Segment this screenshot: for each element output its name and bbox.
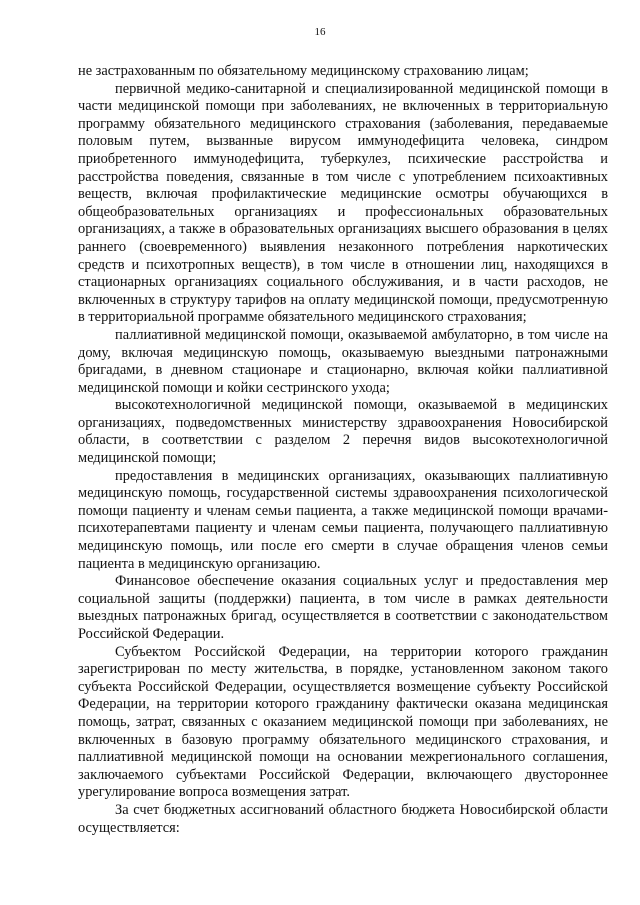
paragraph-psychological-help: предоставления в медицинских организациях, оказывающих паллиативную медицинскую помощь, государственной системы здравоохранения психологической помощи пациенту и членам семьи пациента, а также медицинской помощи врачами-психотерапевтами пациенту и членам семьи пациента, получающего паллиативную медицинскую помощь, или после его смерти в случае обращения членов семьи пациента в медицинскую организацию. xyxy=(78,467,608,572)
paragraph-interregional-reimbursement: Субъектом Российской Федерации, на территории которого гражданин зарегистрирован по месту жительства, в порядке, установленном законом такого субъекта Российской Федерации, осуществляется возмещение субъекту Российской Федерации, на территории которого гражданину фактически оказана медицинская помощь, затрат, связанных с оказанием медицинской помощи при заболеваниях, не включенных в базовую программу обязательного медицинского страхования, и паллиативной медицинской помощи на основании межрегионального соглашения, заключаемого субъектами Российской Федерации, включающего двустороннее урегулирование вопроса возмещения затрат. xyxy=(78,643,608,801)
paragraph-palliative-care: паллиативной медицинской помощи, оказываемой амбулаторно, в том числе на дому, включая медицинскую помощь, оказываемую выездными патронажными бригадами, в дневном стационаре и стационарно, включая койки паллиативной медицинской помощи и койки сестринского ухода; xyxy=(78,326,608,396)
paragraph-social-services-funding: Финансовое обеспечение оказания социальных услуг и предоставления мер социальной защиты (поддержки) пациента, в том числе в рамках деятельности выездных патронажных бригад, осуществляется в соответствии с законодательством Российской Федерации. xyxy=(78,573,608,642)
document-body xyxy=(78,63,608,837)
page-number: 16 xyxy=(314,26,326,38)
paragraph-continuation: не застрахованным по обязательному медицинскому страхованию лицам; xyxy=(78,63,529,79)
paragraph-regional-budget: За счет бюджетных ассигнований областного бюджета Новосибирской области осуществляется: xyxy=(78,801,608,836)
paragraph-high-tech-care: высокотехнологичной медицинской помощи, оказываемой в медицинских организациях, подведомственных министерству здравоохранения Новосибирской области, в соответствии с разделом 2 перечня видов высокотехнологичной медицинской помощи; xyxy=(78,397,608,467)
paragraph-primary-care: первичной медико-санитарной и специализированной медицинской помощи в части медицинской помощи при заболеваниях, не включенных в территориальную программу обязательного медицинского страхования (заболевания, передаваемые половым путем, вызванные вирусом иммунодефицита человека, синдром приобретенного иммунодефицита, туберкулез, психические расстройства и расстройства поведения, связанные в том числе с употреблением психоактивных веществ, включая профилактические медицинские осмотры обучающихся в общеобразовательных организациях и профессиональных образовательных организациях, а также в образовательных организациях высшего образования в целях раннего (своевременного) выявления незаконного потребления наркотических средств и психотропных веществ), в том числе в отношении лиц, находящихся в стационарных организациях социального обслуживания, и в части расходов, не включенных в структуру тарифов на оплату медицинской помощи, предусмотренную в территориальной программе обязательного медицинского страхования; xyxy=(78,80,608,326)
